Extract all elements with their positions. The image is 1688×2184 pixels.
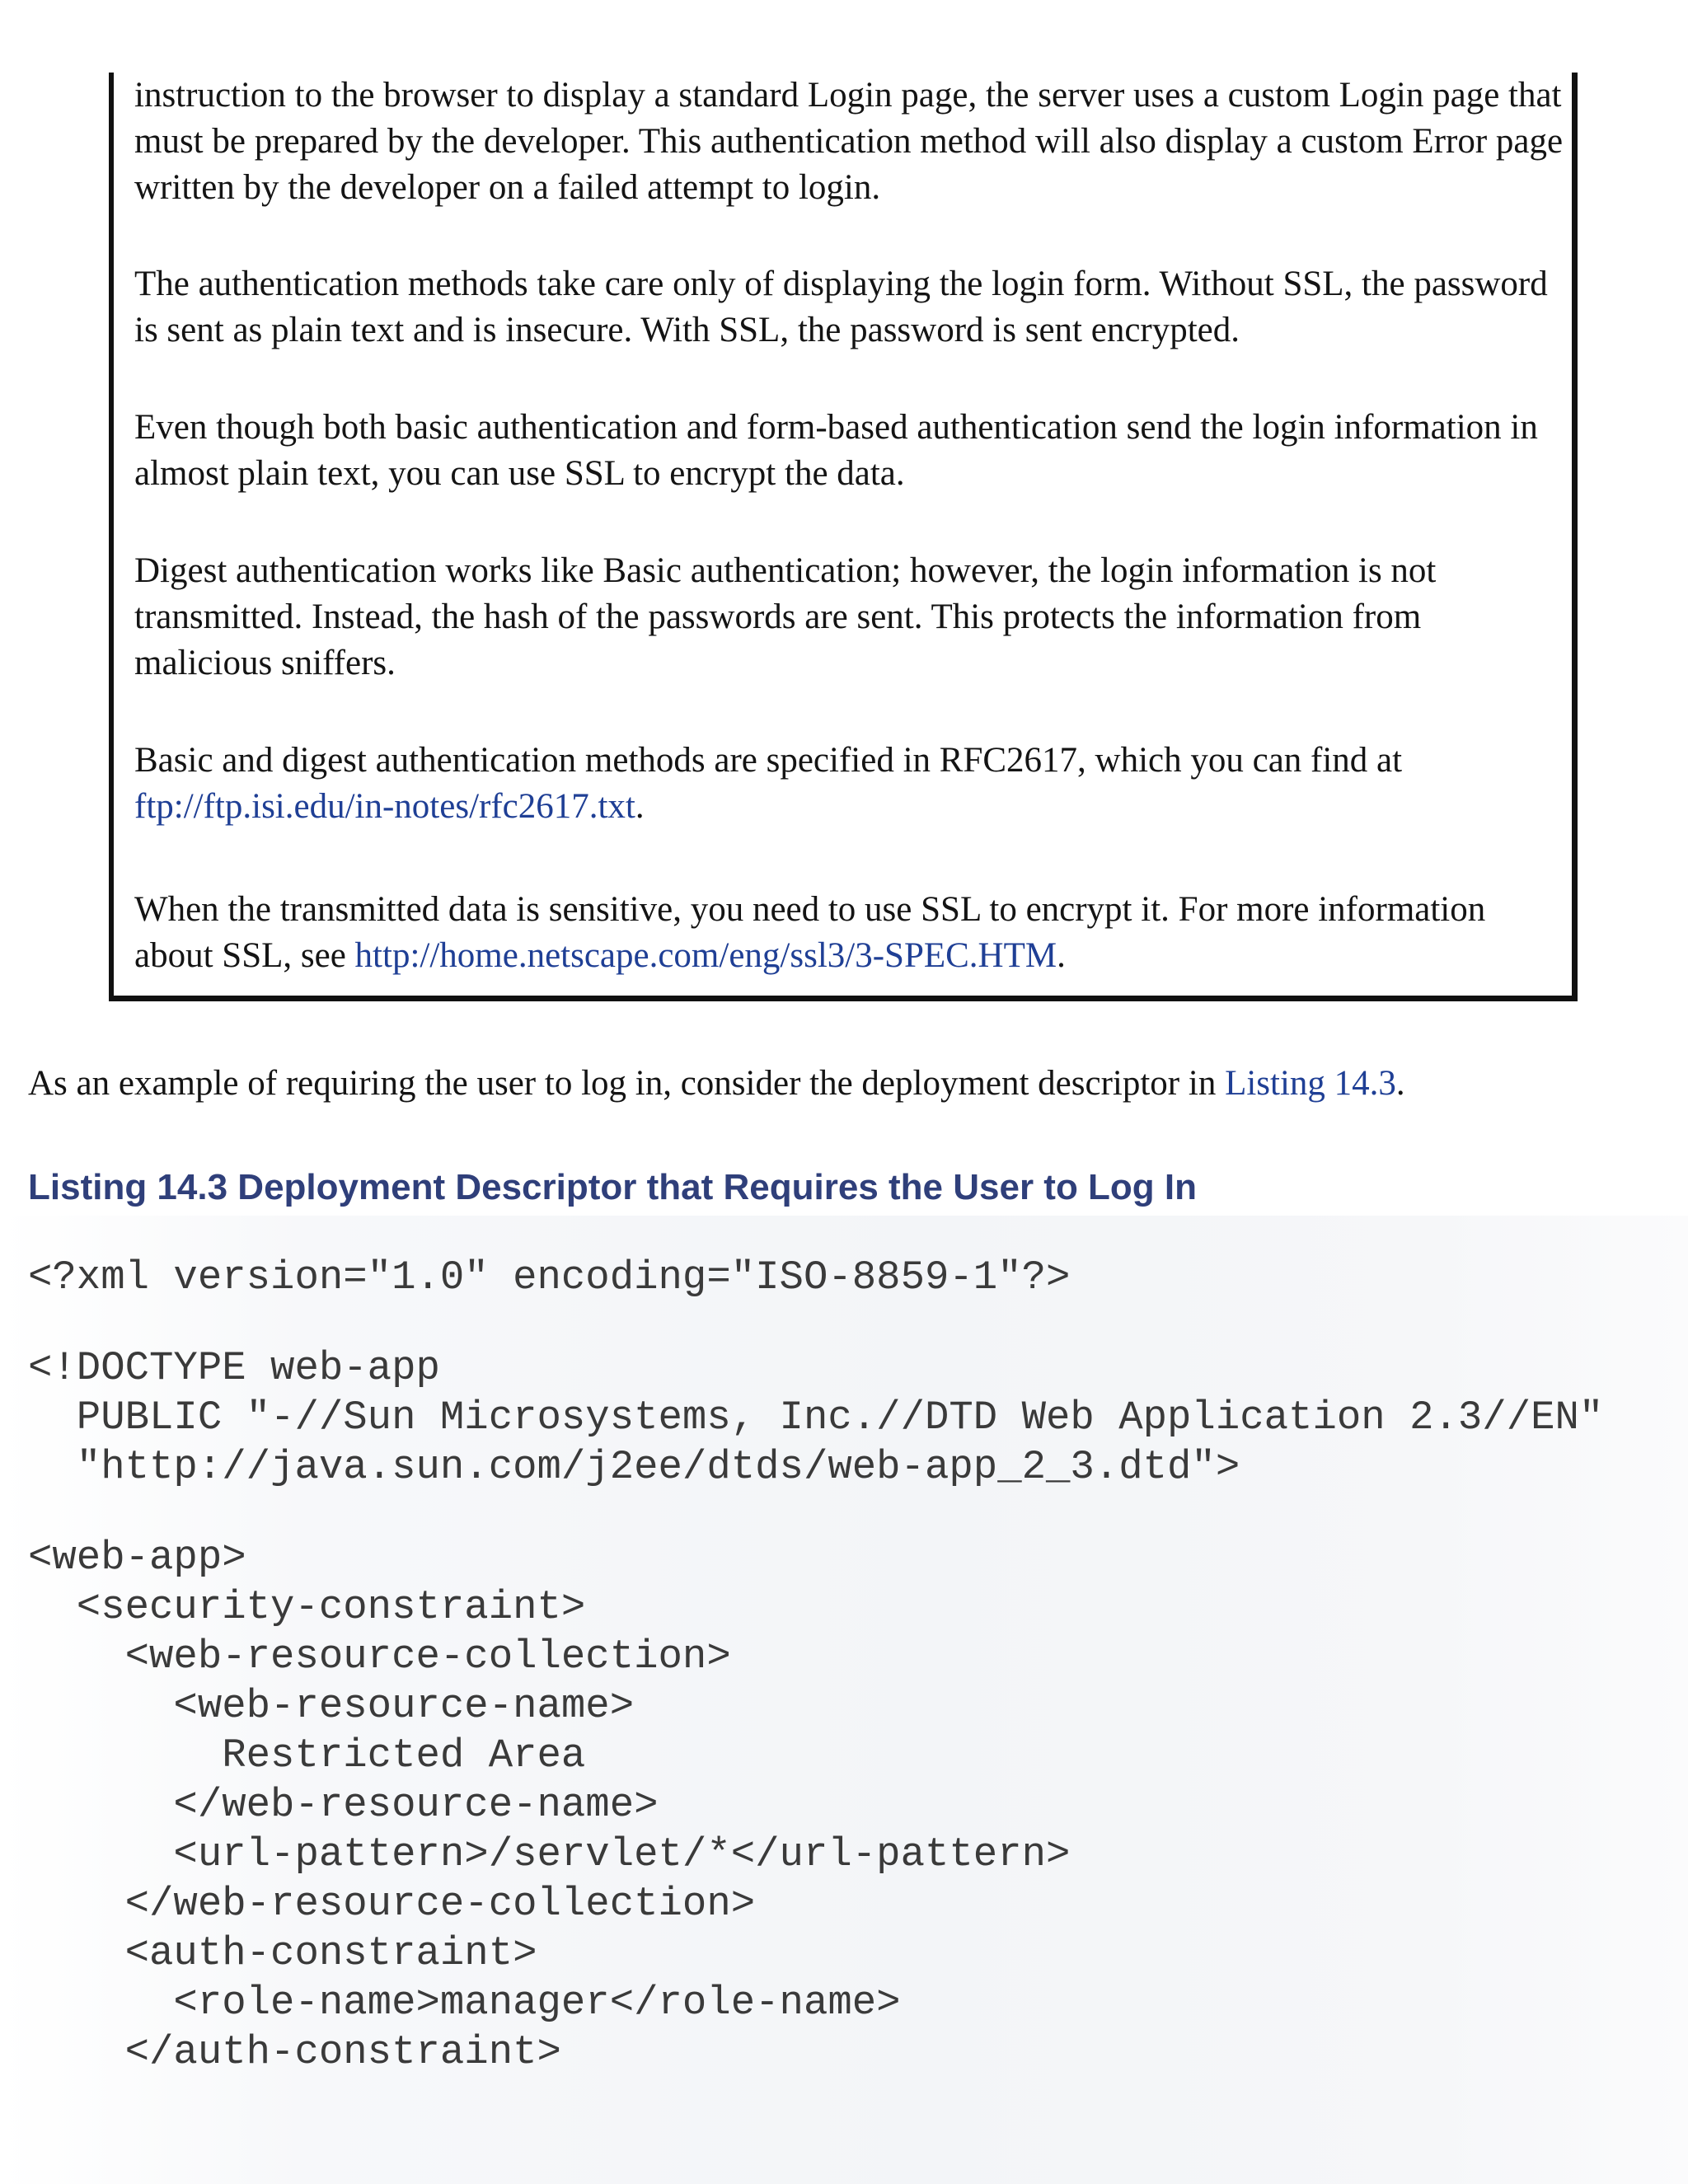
listing-link[interactable]: Listing 14.3 bbox=[1225, 1064, 1396, 1103]
code-line: <role-name>manager</role-name> bbox=[28, 1980, 901, 2026]
note-paragraph-4: Digest authentication works like Basic authentication; however, the login information is not transmitted. Instead, the hash of the passwords are sent. This protects the information from malicious sniffers. bbox=[134, 551, 1437, 682]
code-line: <?xml version="1.0" encoding="ISO-8859-1"?> bbox=[28, 1254, 1071, 1301]
code-line: <auth-constraint> bbox=[28, 1930, 537, 1976]
code-line: <security-constraint> bbox=[28, 1584, 586, 1630]
code-listing bbox=[28, 1253, 1603, 2077]
code-line: Restricted Area bbox=[28, 1732, 586, 1779]
note-box bbox=[109, 73, 1578, 1001]
note-paragraph-6-end: . bbox=[1057, 936, 1066, 975]
ssl-spec-link[interactable]: http://home.netscape.com/eng/ssl3/3-SPEC.HTM bbox=[354, 936, 1057, 975]
code-line: <web-resource-collection> bbox=[28, 1633, 731, 1680]
listing-title: Listing 14.3 Deployment Descriptor that Requires the User to Log In bbox=[28, 1167, 1198, 1207]
code-line: </web-resource-collection> bbox=[28, 1881, 756, 1927]
code-line: "http://java.sun.com/j2ee/dtds/web-app_2_3.dtd"> bbox=[28, 1444, 1240, 1490]
body-paragraph bbox=[28, 1061, 1635, 1107]
code-line: <!DOCTYPE web-app bbox=[28, 1345, 440, 1391]
code-line: </web-resource-name> bbox=[28, 1782, 659, 1828]
note-paragraph-5 bbox=[134, 738, 1564, 830]
note-paragraph-5-end: . bbox=[635, 787, 645, 826]
note-paragraph-2: The authentication methods take care only of displaying the login form. Without SSL, the password is sent as plain text and is insecure. With SSL, the password is sent encrypted. bbox=[134, 265, 1548, 349]
code-blank-line bbox=[28, 1492, 1603, 1533]
note-paragraph-3: Even though both basic authentication and form-based authentication send the login information in almost plain text, you can use SSL to encrypt the data. bbox=[134, 408, 1538, 493]
body-paragraph-end: . bbox=[1395, 1064, 1405, 1103]
code-blank-line bbox=[28, 1302, 1603, 1343]
code-line: <web-app> bbox=[28, 1535, 246, 1581]
code-line: <url-pattern>/servlet/*</url-pattern> bbox=[28, 1831, 1071, 1877]
note-paragraph-5-text: Basic and digest authentication methods are specified in RFC2617, which you can find at bbox=[134, 741, 1403, 780]
rfc2617-link[interactable]: ftp://ftp.isi.edu/in-notes/rfc2617.txt bbox=[134, 787, 635, 826]
body-paragraph-text: As an example of requiring the user to log in, consider the deployment descriptor in bbox=[28, 1064, 1226, 1103]
note-paragraph-1: instruction to the browser to display a standard Login page, the server uses a custom Login page that must be prepared by the developer. This authentication method will also display a custom Error page written by the developer on a failed attempt to login. bbox=[134, 76, 1564, 207]
note-paragraph-6 bbox=[134, 887, 1564, 979]
code-line: </auth-constraint> bbox=[28, 2029, 561, 2075]
code-line: <web-resource-name> bbox=[28, 1683, 635, 1729]
note-paragraph-6-text: When the transmitted data is sensitive, you need to use SSL to encrypt it. For more information about SSL, see bbox=[134, 890, 1486, 975]
code-line: PUBLIC "-//Sun Microsystems, Inc.//DTD Web Application 2.3//EN" bbox=[28, 1394, 1604, 1441]
